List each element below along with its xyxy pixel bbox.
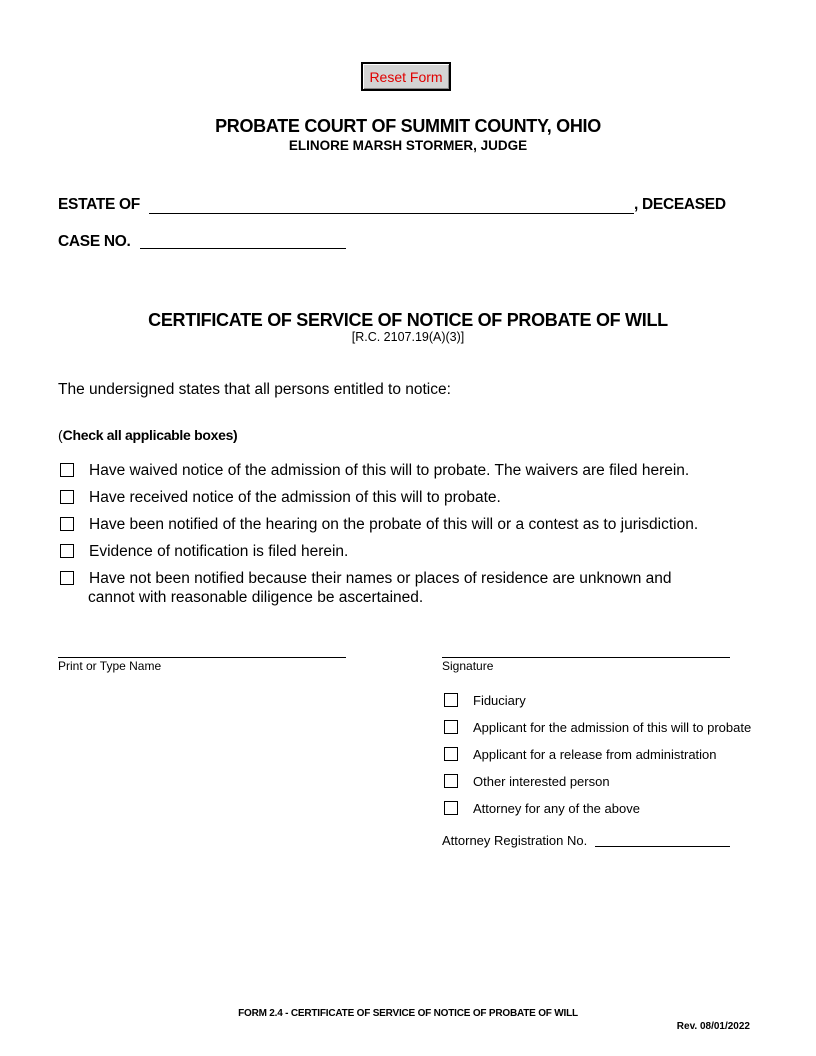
- certificate-title: CERTIFICATE OF SERVICE OF NOTICE OF PROBATE OF WILL: [148, 310, 668, 330]
- judge-name: ELINORE MARSH STORMER, JUDGE: [288, 138, 528, 153]
- case-number-input[interactable]: [140, 230, 346, 249]
- check-instruction: [58, 427, 237, 443]
- option-waived-label: Have waived notice of the admission of this will to probate. The waivers are filed herein.: [89, 462, 690, 479]
- statute-citation: [R.C. 2107.19(A)(3)]: [351, 330, 465, 344]
- check-instruction-text: Check all applicable boxes): [62, 427, 238, 443]
- role-other-interested-label: Other interested person: [473, 774, 610, 789]
- option-not-notified-label: Have not been notified because their names or places of residence are unknown and: [89, 570, 672, 587]
- option-received-checkbox[interactable]: [60, 490, 74, 504]
- option-received-label: Have received notice of the admission of this will to probate.: [89, 489, 501, 506]
- print-name-line[interactable]: [58, 657, 346, 658]
- signature-line[interactable]: [442, 657, 730, 658]
- estate-name-input[interactable]: [149, 195, 634, 214]
- form-footer: FORM 2.4 - CERTIFICATE OF SERVICE OF NOTICE OF PROBATE OF WILL: [238, 1008, 578, 1019]
- option-notified-hearing-label: Have been notified of the hearing on the probate of this will or a contest as to jurisdiction.: [89, 516, 699, 533]
- option-not-notified-checkbox[interactable]: [60, 571, 74, 585]
- estate-of-label: ESTATE OF: [58, 196, 140, 213]
- role-applicant-admission-checkbox[interactable]: [444, 720, 458, 734]
- deceased-label: , DECEASED: [634, 196, 726, 213]
- role-applicant-admission-label: Applicant for the admission of this will to probate: [473, 720, 752, 735]
- attorney-registration-label: Attorney Registration No.: [442, 833, 588, 848]
- option-not-notified-label-cont: cannot with reasonable diligence be ascertained.: [88, 589, 424, 606]
- role-applicant-release-checkbox[interactable]: [444, 747, 458, 761]
- option-notified-hearing-checkbox[interactable]: [60, 517, 74, 531]
- attorney-registration-line[interactable]: [595, 846, 730, 847]
- role-fiduciary-label: Fiduciary: [473, 693, 526, 708]
- option-evidence-checkbox[interactable]: [60, 544, 74, 558]
- option-evidence-label: Evidence of notification is filed herein.: [89, 543, 349, 560]
- print-name-label: Print or Type Name: [58, 659, 162, 673]
- signature-label: Signature: [442, 659, 494, 673]
- role-other-interested-checkbox[interactable]: [444, 774, 458, 788]
- role-attorney-checkbox[interactable]: [444, 801, 458, 815]
- role-fiduciary-checkbox[interactable]: [444, 693, 458, 707]
- role-applicant-release-label: Applicant for a release from administration: [473, 747, 717, 762]
- reset-form-button[interactable]: Reset Form: [361, 62, 451, 91]
- court-title: PROBATE COURT OF SUMMIT COUNTY, OHIO: [215, 116, 601, 136]
- revision-date: Rev. 08/01/2022: [676, 1021, 750, 1032]
- role-attorney-label: Attorney for any of the above: [473, 801, 640, 816]
- case-no-label: CASE NO.: [58, 233, 131, 250]
- intro-text: The undersigned states that all persons entitled to notice:: [58, 381, 451, 398]
- check-instruction-paren: (: [58, 427, 63, 443]
- option-waived-checkbox[interactable]: [60, 463, 74, 477]
